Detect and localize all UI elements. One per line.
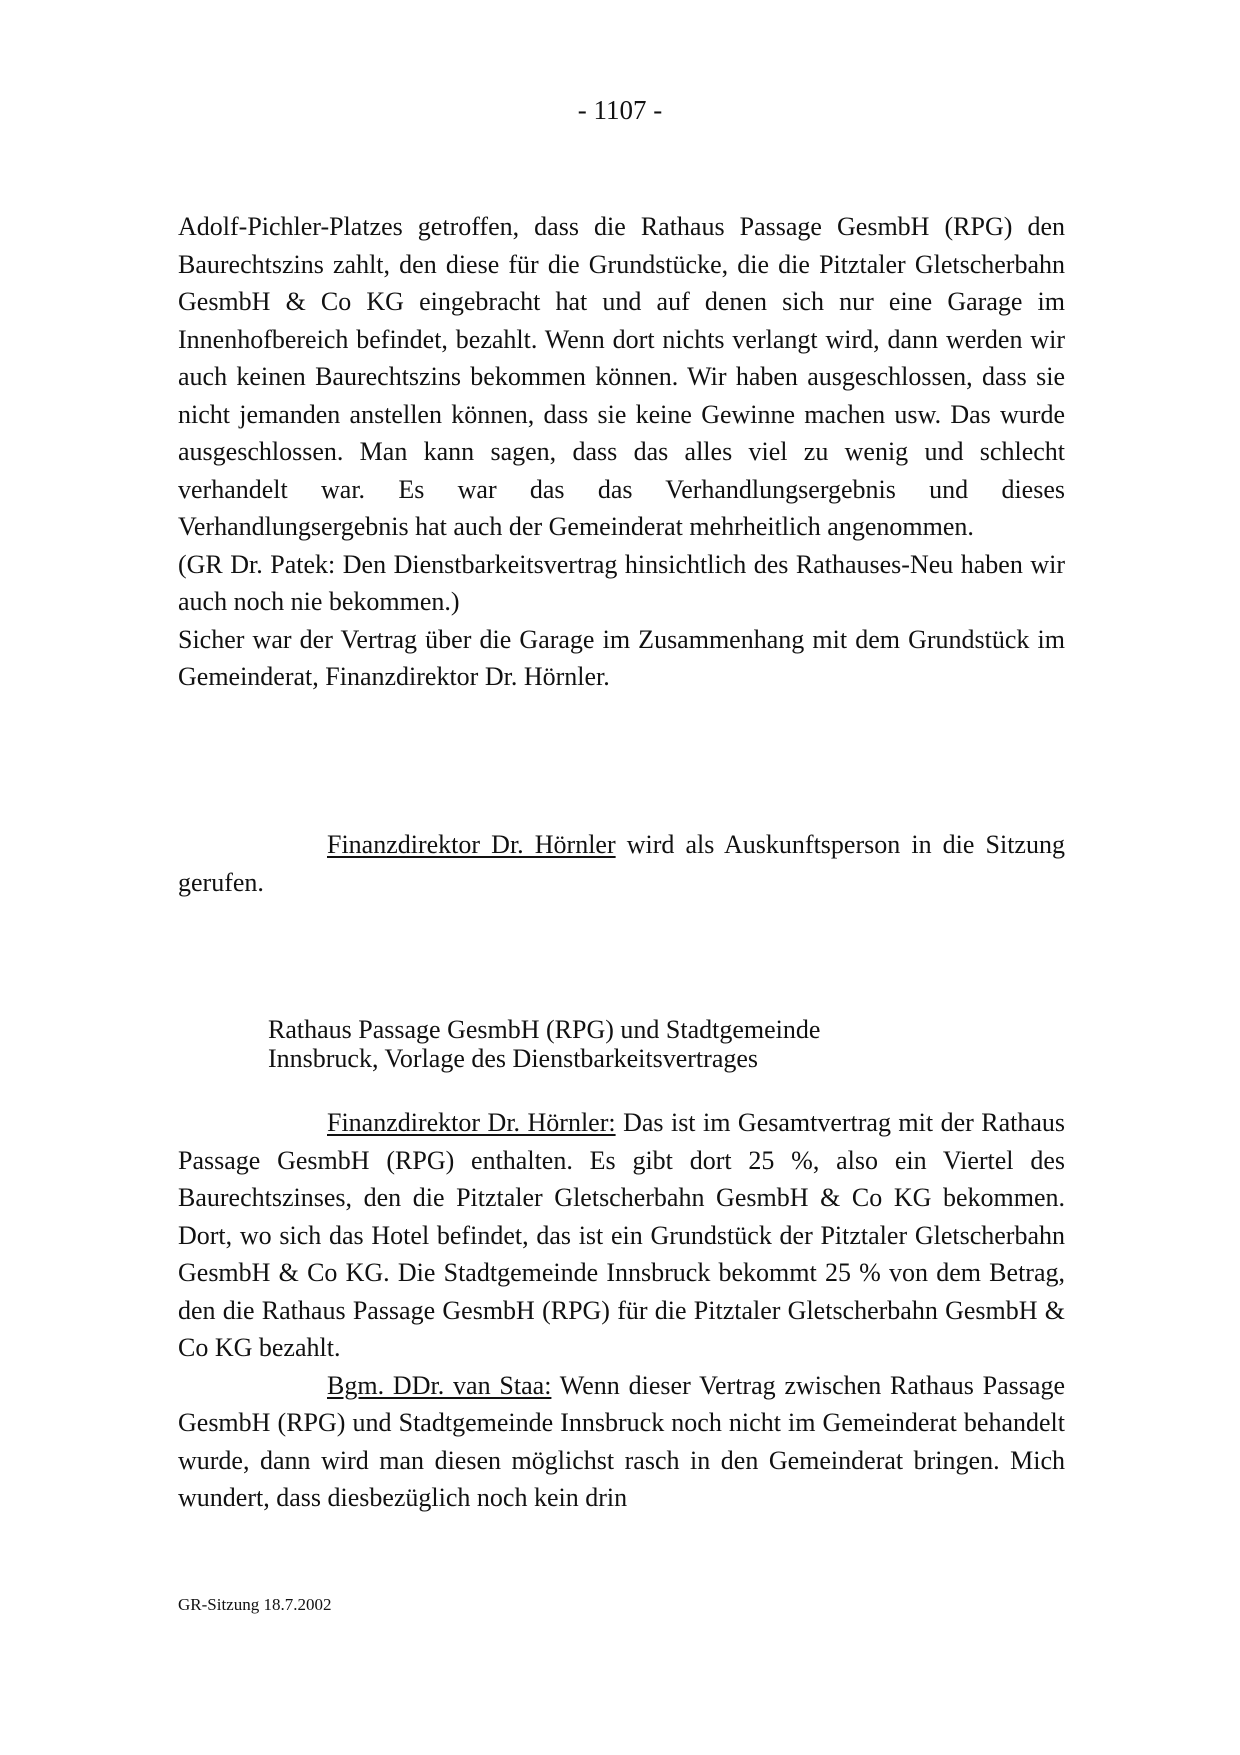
statement-text: Das ist im Gesamtvertrag mit der Rathaus Passage GesmbH (RPG) enthalten. Es gibt dort 25 %, also ein Viertel des Baurechtszinses, den die Pitztaler Gletscherbahn GesmbH & Co KG bekommen. Dort, wo sich das Hotel befindet, das ist ein Grundstück der Pitztaler Gletscherbahn GesmbH & Co KG. Die Stadtgemeinde Innsbruck bekommt 25 % von dem Betrag, den die Rathaus Passage GesmbH (RPG) für die Pitztaler Gletscherbahn GesmbH & Co KG bezahlt. — [178, 1108, 1065, 1362]
notice-speaker: Finanzdirektor Dr. Hörnler — [327, 830, 616, 859]
agenda-heading-line-2: Innsbruck, Vorlage des Dienstbarkeitsvertrages — [268, 1043, 759, 1073]
page-number: - 1107 - — [577, 95, 663, 125]
notice-paragraph — [178, 826, 1065, 901]
statement-paragraph — [178, 1367, 1065, 1517]
paragraph-interjection: (GR Dr. Patek: Den Dienstbarkeitsvertrag hinsichtlich des Rathauses-Neu haben wir auch noch nie bekommen.) — [178, 549, 1065, 616]
statement-speaker: Finanzdirektor Dr. Hörnler: — [327, 1108, 616, 1137]
agenda-heading — [268, 1016, 968, 1073]
notice-text: wird als Auskunftsperson in die Sitzung gerufen. — [178, 830, 1065, 897]
agenda-heading-line-1: Rathaus Passage GesmbH (RPG) und Stadtgemeinde — [268, 1015, 821, 1044]
body-text — [178, 208, 1065, 696]
statement-paragraph — [178, 1104, 1065, 1367]
footer-session-date: GR-Sitzung 18.7.2002 — [178, 1595, 332, 1614]
statements-block — [178, 1104, 1065, 1517]
statement-speaker: Bgm. DDr. van Staa: — [327, 1370, 552, 1400]
statement-text: Wenn dieser Vertrag zwischen Rathaus Passage GesmbH (RPG) und Stadtgemeinde Innsbruck noch nicht im Gemeinderat behandelt wurde, dann wird man diesen möglichst rasch in den Gemeinderat bringen. Mich wundert, dass diesbezüglich noch kein drin — [178, 1370, 1065, 1512]
notice-block — [178, 826, 1065, 901]
paragraph-continuation: Adolf-Pichler-Platzes getroffen, dass die Rathaus Passage GesmbH (RPG) den Baurechtszins zahlt, den diese für die Grundstücke, die die Pitztaler Gletscherbahn GesmbH & Co KG eingebracht hat und auf denen sich nur eine Garage im Innenhofbereich befindet, bezahlt. Wenn dort nichts verlangt wird, dann werden wir auch keinen Baurechtszins bekommen können. Wir haben ausgeschlossen, dass sie nicht jemanden anstellen können, dass sie keine Gewinne machen usw. Das wurde ausgeschlossen. Man kann sagen, dass das alles viel zu wenig und schlecht verhandelt war. Es war das das Verhandlungsergebnis und dieses Verhandlungsergebnis hat auch der Gemeinderat mehrheitlich angenommen. — [178, 212, 1065, 541]
paragraph-reply: Sicher war der Vertrag über die Garage im Zusammenhang mit dem Grundstück im Gemeinderat, Finanzdirektor Dr. Hörnler. — [178, 624, 1065, 691]
